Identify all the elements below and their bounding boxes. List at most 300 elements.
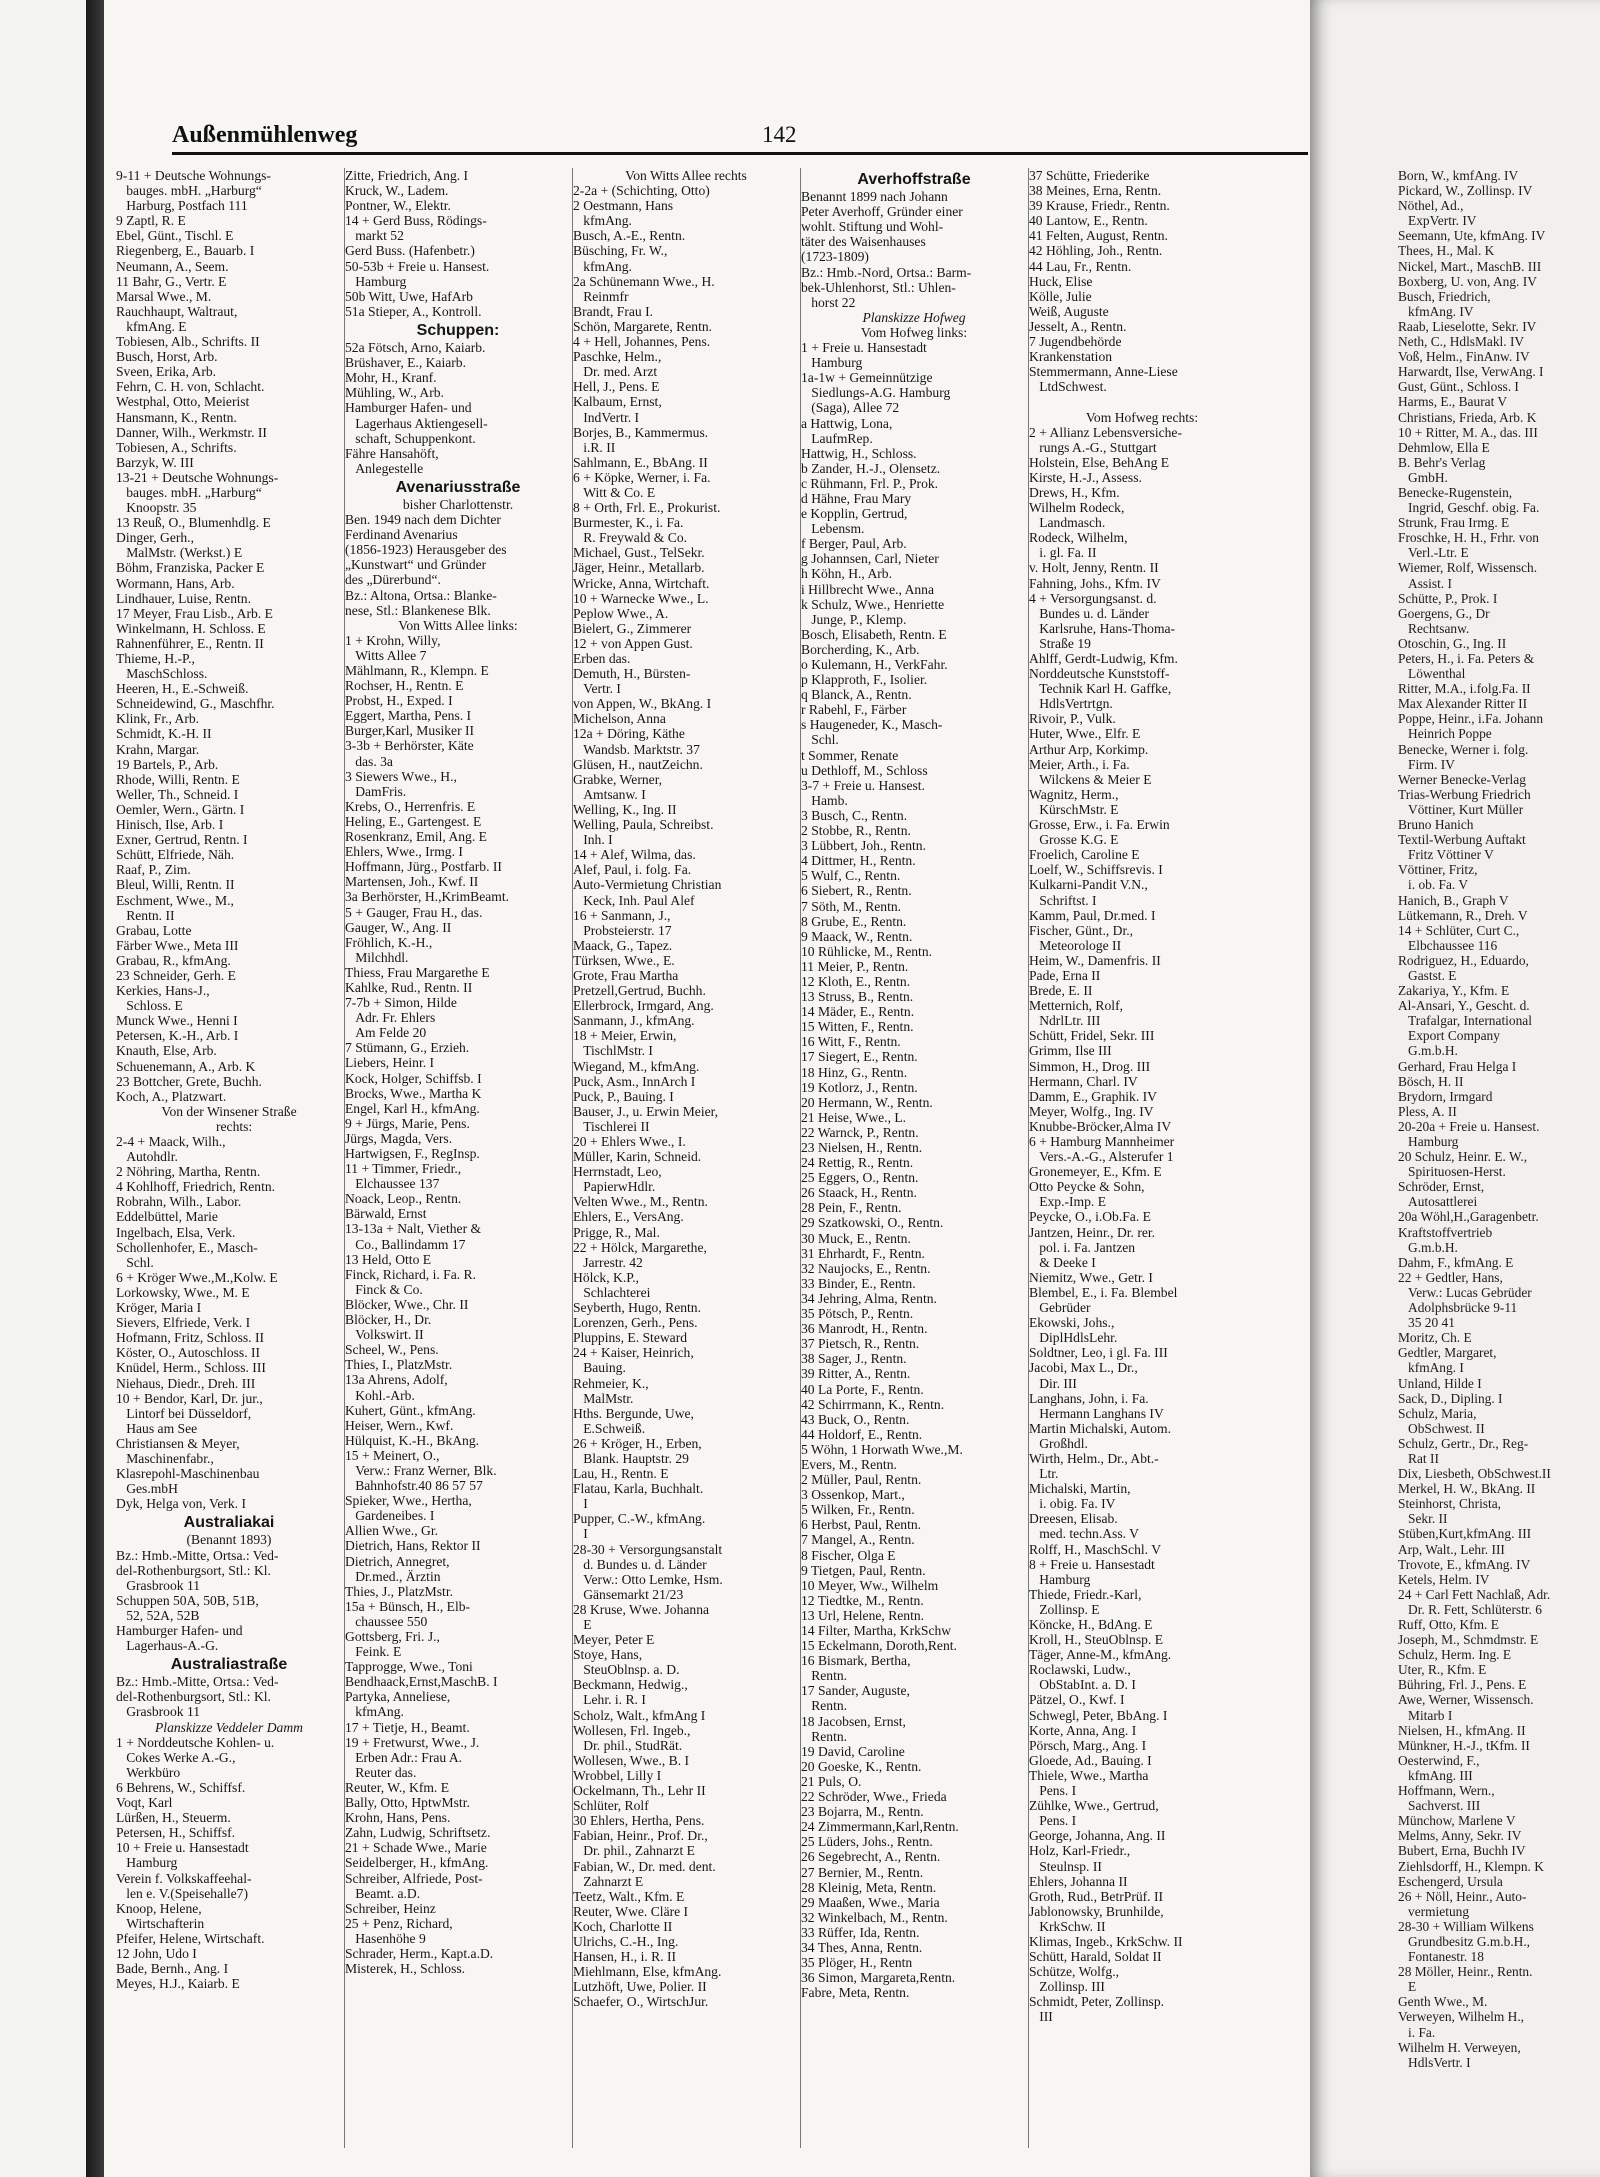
directory-entry: Bally, Otto, HptwMstr.	[345, 1795, 470, 1811]
directory-entry: 35 20 41	[1398, 1315, 1455, 1331]
directory-entry: 12a + Döring, Käthe	[573, 726, 685, 742]
directory-entry: Ferdinand Avenarius	[345, 527, 458, 543]
directory-entry: Schreiber, Heinz	[345, 1900, 436, 1916]
directory-entry: Schulz, Herm. Ing. E	[1398, 1647, 1512, 1663]
directory-entry: Fehrn, C. H. von, Schlacht.	[116, 379, 265, 395]
directory-entry: 50-53b + Freie u. Hansest.	[345, 258, 490, 274]
directory-entry: Gebrüder	[1029, 1300, 1091, 1316]
directory-entry: Lürßen, H., Steuerm.	[116, 1810, 231, 1826]
directory-entry: Dyk, Helga von, Verk. I	[116, 1496, 246, 1512]
directory-entry: Schütt, Harald, Soldat II	[1029, 1949, 1162, 1965]
directory-entry: i. ob. Fa. V	[1398, 877, 1469, 893]
directory-entry: pol. i. Fa. Jantzen	[1029, 1239, 1136, 1255]
directory-entry: Mohr, H., Kranf.	[345, 370, 437, 386]
directory-entry: LtdSchwest.	[1029, 379, 1107, 395]
directory-entry: 17 Sander, Auguste,	[801, 1683, 910, 1699]
directory-entry: Hell, J., Pens. E	[573, 379, 660, 395]
directory-entry: 19 + Fretwurst, Wwe., J.	[345, 1734, 480, 1750]
directory-entry: 52a Fötsch, Arno, Kaiarb.	[345, 340, 486, 356]
directory-entry: bek-Uhlenhorst, Stl.: Uhlen-	[801, 279, 956, 295]
directory-entry: Korte, Anna, Ang. I	[1029, 1722, 1137, 1738]
directory-entry: bauges. mbH. „Harburg“	[116, 183, 262, 199]
directory-entry: 4 + Versorgungsanst. d.	[1029, 590, 1157, 606]
directory-entry: Pupper, C.-W., kfmAng.	[573, 1511, 706, 1527]
directory-entry: 27 Bernier, M., Rentn.	[801, 1864, 924, 1880]
directory-entry: Adolphsbrücke 9-11	[1398, 1300, 1518, 1316]
directory-entry: Voqt, Karl	[116, 1795, 173, 1811]
directory-entry: (Saga), Allee 72	[801, 400, 900, 416]
directory-entry: Grosse K.G. E	[1029, 832, 1119, 848]
directory-entry: TischlMstr. I	[573, 1043, 653, 1059]
directory-entry: Peplow Wwe., A.	[573, 605, 669, 621]
directory-entry: c Rühmann, Frl. P., Prok.	[801, 475, 939, 491]
directory-entry: Müller, Karin, Schneid.	[573, 1149, 702, 1165]
directory-entry: Hermann, Charl. IV	[1029, 1073, 1138, 1089]
directory-entry: Martensen, Joh., Kwf. II	[345, 874, 479, 890]
directory-entry: Zahn, Ludwig, Schriftsetz.	[345, 1825, 491, 1841]
directory-entry: B. Behr's Verlag	[1398, 454, 1486, 470]
directory-entry: Junge, P., Klemp.	[801, 611, 907, 627]
directory-entry: Dietrich, Annegret,	[345, 1553, 450, 1569]
directory-entry: Wollesen, Frl. Ingeb.,	[573, 1722, 691, 1738]
directory-entry: 2 Müller, Paul, Rentn.	[801, 1472, 922, 1488]
directory-entry: Köster, O., Autoschloss. II	[116, 1345, 261, 1361]
directory-entry: 32 Winkelbach, M., Rentn.	[801, 1909, 948, 1925]
directory-entry: 24 + Kaiser, Heinrich,	[573, 1345, 694, 1361]
directory-entry: Kalbaum, Ernst,	[573, 394, 662, 410]
directory-entry: 42 Schirrmann, K., Rentn.	[801, 1396, 945, 1412]
directory-entry: Pretzell,Gertrud, Buchh.	[573, 983, 706, 999]
directory-entry: Sekr. II	[1398, 1511, 1448, 1527]
directory-entry: Schröder, Ernst,	[1398, 1179, 1485, 1195]
directory-entry: Schuppen 50A, 50B, 51B,	[116, 1592, 259, 1608]
directory-entry: 26 + Nöll, Heinr., Auto-	[1398, 1888, 1527, 1904]
directory-entry: Jacobi, Max L., Dr.,	[1029, 1360, 1138, 1376]
directory-entry: horst 22	[801, 294, 856, 310]
map-reference: Planskizze Hofweg	[862, 309, 966, 325]
directory-entry: Lütkemann, R., Dreh. V	[1398, 907, 1528, 923]
directory-entry: Klasrepohl-Maschinenbau	[116, 1466, 260, 1482]
directory-entry: Ockelmann, Th., Lehr II	[573, 1783, 706, 1799]
directory-entry	[1029, 394, 1255, 409]
directory-entry: Jablonowsky, Brunhilde,	[1029, 1903, 1164, 1919]
directory-entry: Rentn.	[801, 1668, 848, 1684]
directory-entry: Meyes, H.J., Kaiarb. E	[116, 1976, 240, 1992]
directory-entry: Büsching, Fr. W.,	[573, 243, 668, 259]
directory-entry: 3 Ossenkop, Mart.,	[801, 1487, 905, 1503]
directory-entry: Ritter, M.A., i.folg.Fa. II	[1398, 681, 1531, 697]
directory-entry: Schwegl, Peter, BbAng. I	[1029, 1707, 1168, 1723]
book-gutter-shadow	[86, 0, 104, 2177]
directory-entry: Fabian, Heinr., Prof. Dr.,	[573, 1828, 708, 1844]
directory-entry: 12 + von Appen Gust.	[573, 635, 693, 651]
directory-entry: 19 Bartels, P., Arb.	[116, 756, 219, 772]
directory-entry: Busch, Horst, Arb.	[116, 349, 218, 365]
directory-entry: Lau, H., Rentn. E	[573, 1466, 669, 1482]
directory-entry: des „Dürerbund“.	[345, 572, 441, 588]
directory-entry: 39 Ritter, A., Rentn.	[801, 1366, 911, 1382]
directory-entry: & Deeke I	[1029, 1254, 1096, 1270]
directory-entry: 39 Krause, Friedr., Rentn.	[1029, 198, 1170, 214]
directory-entry: 2a Schünemann Wwe., H.	[573, 273, 715, 289]
directory-entry: Kamm, Paul, Dr.med. I	[1029, 907, 1156, 923]
directory-entry: 35 Plöger, H., Rentn	[801, 1955, 913, 1971]
street-heading: Australiastraße	[170, 1656, 288, 1674]
directory-entry: Bz.: Altona, Ortsa.: Blanke-	[345, 587, 497, 603]
directory-entry: 10 + Warnecke Wwe., L.	[573, 590, 709, 606]
directory-entry: Heeren, H., E.-Schweiß.	[116, 681, 249, 697]
directory-entry: täter des Waisenhauses	[801, 234, 926, 250]
directory-entry: 1 + Freie u. Hansestadt	[801, 340, 927, 356]
directory-entry: 36 Manrodt, H., Rentn.	[801, 1321, 928, 1337]
directory-entry: 9 + Jürgs, Marie, Pens.	[345, 1115, 470, 1131]
directory-entry: Schmidt, Peter, Zollinsp.	[1029, 1994, 1165, 2010]
directory-entry: Arthur Arp, Korkimp.	[1029, 741, 1149, 757]
directory-entry: 14 Mäder, E., Rentn.	[801, 1004, 915, 1020]
directory-entry: Zollinsp. III	[1029, 1979, 1105, 1995]
directory-entry: Fontanestr. 18	[1398, 1949, 1484, 1965]
directory-entry: Grundbesitz G.m.b.H.,	[1398, 1933, 1531, 1949]
directory-entry: 16 Witt, F., Rentn.	[801, 1034, 901, 1050]
directory-entry: kfmAng.	[345, 1704, 404, 1720]
directory-entry: 12 Kloth, E., Rentn.	[801, 973, 911, 989]
directory-entry: 35 Pötsch, P., Rentn.	[801, 1306, 914, 1322]
directory-entry: 7 Mangel, A., Rentn.	[801, 1532, 915, 1548]
directory-entry: 21 + Schade Wwe., Marie	[345, 1840, 487, 1856]
directory-entry: Pless, A. II	[1398, 1103, 1457, 1119]
directory-entry: 20 + Ehlers Wwe., I.	[573, 1134, 686, 1149]
directory-entry: Böhm, Franziska, Packer E	[116, 560, 265, 576]
directory-entry: Heinrich Poppe	[1398, 726, 1492, 742]
directory-entry: 6 Siebert, R., Rentn.	[801, 883, 912, 899]
directory-entry: 10 Rühlicke, M., Rentn.	[801, 943, 933, 959]
directory-entry: Eschengerd, Ursula	[1398, 1873, 1503, 1889]
directory-entry: Welling, K., Ing. II	[573, 801, 677, 817]
directory-entry: Lebensm.	[801, 521, 865, 537]
directory-entry: Huck, Elise	[1029, 273, 1093, 289]
directory-column-1	[116, 168, 342, 2148]
directory-entry: Wirtschafterin	[116, 1915, 205, 1931]
directory-entry: 9 Tietgen, Paul, Rentn.	[801, 1562, 926, 1578]
directory-entry: Reinmfr	[573, 288, 629, 304]
directory-column-3	[572, 168, 799, 2148]
directory-entry: Busch, Friedrich,	[1398, 288, 1491, 304]
directory-entry: Zühlke, Wwe., Gertrud,	[1029, 1798, 1159, 1814]
directory-entry: Rhode, Willi, Rentn. E	[116, 771, 240, 787]
directory-entry: 1 + Krohn, Willy,	[345, 632, 441, 648]
directory-entry: Eggert, Martha, Pens. I	[345, 708, 472, 724]
directory-entry: Neumann, A., Seem.	[116, 258, 229, 274]
directory-entry: a Hattwig, Lona,	[801, 415, 893, 431]
directory-entry: Damm, E., Graphik. IV	[1029, 1088, 1157, 1104]
directory-entry: 44 Holdorf, E., Rentn.	[801, 1426, 923, 1442]
directory-entry: Peter Averhoff, Gründer einer	[801, 204, 963, 220]
directory-entry: Rodeck, Wilhelm,	[1029, 530, 1128, 546]
directory-entry: vermietung	[1398, 1903, 1470, 1919]
directory-entry: Schuenemann, A., Arb. K	[116, 1058, 256, 1074]
directory-entry: Michelson, Anna	[573, 711, 666, 727]
directory-entry: Beckmann, Hedwig.,	[573, 1677, 688, 1693]
street-heading: Avenariusstraße	[395, 478, 521, 496]
directory-entry: Schriftst. I	[1029, 892, 1097, 908]
directory-entry: Wricke, Anna, Wirtchaft.	[573, 575, 710, 591]
directory-entry: 4 Kohlhoff, Friedrich, Rentn.	[116, 1179, 276, 1195]
directory-entry: Fabre, Meta, Rentn.	[801, 1985, 910, 2001]
directory-entry: Brüshaver, E., Kaiarb.	[345, 355, 467, 371]
directory-entry: Hamburg	[116, 1855, 178, 1871]
directory-entry: Scheel, W., Pens.	[345, 1342, 439, 1358]
directory-entry: G.m.b.H.	[1398, 1239, 1458, 1255]
section-label: Vom Hofweg rechts:	[1085, 409, 1199, 425]
directory-entry: Dr. R. Fett, Schlüterstr. 6	[1398, 1601, 1542, 1617]
directory-entry: Bz.: Hmb.-Mitte, Ortsa.: Ved-	[116, 1674, 279, 1690]
directory-entry: nese, Stl.: Blankenese Blk.	[345, 602, 491, 618]
directory-entry: Christiansen & Meyer,	[116, 1435, 240, 1451]
directory-entry: Haus am See	[116, 1420, 198, 1436]
directory-entry: George, Johanna, Ang. II	[1029, 1828, 1166, 1844]
directory-entry: Burger,Karl, Musiker II	[345, 723, 475, 739]
directory-entry: Blank. Hauptstr. 29	[573, 1450, 689, 1466]
directory-entry: Beamt. a.D.	[345, 1885, 421, 1901]
directory-entry: Blöcker, Wwe., Chr. II	[345, 1296, 469, 1312]
directory-entry: 6 + Kröger Wwe.,M.,Kolw. E	[116, 1269, 278, 1285]
directory-entry: 16 Bismark, Bertha,	[801, 1653, 911, 1669]
directory-entry: Cokes Werke A.-G.,	[116, 1749, 236, 1765]
directory-entry: Schreiber, Alfriede, Post-	[345, 1870, 483, 1886]
directory-entry: Liebers, Heinr. I	[345, 1055, 435, 1071]
directory-entry: Moritz, Ch. E	[1398, 1330, 1472, 1346]
directory-entry: Lorkowsky, Wwe., M. E	[116, 1284, 250, 1300]
directory-entry: 41 Felten, August, Rentn.	[1029, 228, 1168, 244]
street-heading: Averhoffstraße	[857, 171, 971, 188]
directory-entry: Tobiesen, A., Schrifts.	[116, 439, 237, 455]
directory-entry: Michalski, Martin,	[1029, 1481, 1131, 1497]
directory-entry: 13 Url, Helene, Rentn.	[801, 1607, 925, 1623]
directory-entry: 20 Goeske, K., Rentn.	[801, 1758, 922, 1774]
directory-entry: Schön, Margarete, Rentn.	[573, 318, 713, 334]
directory-entry: Schütte, P., Prok. I	[1398, 590, 1498, 606]
directory-entry: Karlsruhe, Hans-Thoma-	[1029, 620, 1176, 636]
section-label: Vom Hofweg links:	[860, 324, 968, 340]
section-label: bisher Charlottenstr.	[402, 496, 514, 512]
directory-entry: Münchow, Marlene V	[1398, 1813, 1516, 1829]
directory-entry: 12 John, Udo I	[116, 1945, 197, 1961]
directory-entry: Hölck, K.P.,	[573, 1269, 640, 1285]
directory-entry: Dr. phil., Zahnarzt E	[573, 1843, 695, 1859]
directory-entry: 1a-1w + Gemeinnützige	[801, 370, 933, 386]
directory-entry: Bosch, Elisabeth, Rentn. E	[801, 626, 947, 642]
directory-entry: 31 Ehrhardt, F., Rentn.	[801, 1245, 925, 1261]
directory-entry: 40 La Porte, F., Rentn.	[801, 1381, 924, 1397]
directory-entry: 23 Nielsen, H., Rentn.	[801, 1140, 923, 1155]
directory-entry: Verein f. Volkskaffeehal-	[116, 1870, 252, 1886]
directory-entry: Bösch, H. II	[1398, 1073, 1464, 1089]
directory-entry: Probsteierstr. 17	[573, 922, 672, 938]
directory-entry: Peters, H., i. Fa. Peters &	[1398, 651, 1535, 666]
directory-entry: Bahnhofstr.40 86 57 57	[345, 1478, 483, 1494]
directory-entry: Alef, Paul, i. folg. Fa.	[573, 862, 692, 878]
directory-entry: Mitarb I	[1398, 1707, 1453, 1723]
directory-entry: Spieker, Wwe., Hertha,	[345, 1493, 472, 1509]
directory-entry: Wiemer, Rolf, Wissensch.	[1398, 560, 1538, 576]
directory-entry: Vertr. I	[573, 681, 621, 697]
directory-entry: Wilckens & Meier E	[1029, 771, 1152, 787]
directory-entry: Münkner, H.-J., tKfm. II	[1398, 1737, 1530, 1753]
directory-entry: del-Rothenburgsort, Stl.: Kl.	[116, 1562, 271, 1578]
map-reference: Planskizze Veddeler Damm	[155, 1719, 303, 1735]
directory-entry: E	[1398, 1979, 1417, 1995]
directory-entry: schaft, Schuppenkont.	[345, 430, 476, 446]
directory-entry: Lehr. i. R. I	[573, 1692, 646, 1708]
directory-entry: Danner, Wilh., Werkmstr. II	[116, 424, 267, 440]
directory-entry: Nielsen, H., kfmAng. II	[1398, 1722, 1526, 1738]
directory-entry: Grabau, R., kfmAng.	[116, 952, 231, 968]
directory-entry: Bühring, Frl. J., Pens. E	[1398, 1677, 1527, 1693]
directory-entry: Krebs, O., Herrenfris. E	[345, 798, 476, 814]
directory-entry: Bauser, J., u. Erwin Meier,	[573, 1103, 719, 1119]
directory-entry: DiplHdlsLehr.	[1029, 1330, 1118, 1346]
directory-entry: Gardeneibes. I	[345, 1508, 435, 1524]
directory-entry: Bade, Bernh., Ang. I	[116, 1961, 229, 1977]
directory-entry: 18 Jacobsen, Ernst,	[801, 1713, 906, 1729]
directory-entry: Fahning, Johs., Kfm. IV	[1029, 575, 1161, 591]
directory-entry: 25 Lüders, Johs., Rentn.	[801, 1834, 933, 1850]
directory-entry: 38 Sager, J., Rentn.	[801, 1351, 907, 1367]
directory-entry: Grimm, Ilse III	[1029, 1043, 1112, 1059]
directory-entry: Witts Allee 7	[345, 647, 427, 663]
directory-entry: i. obig. Fa. IV	[1029, 1496, 1116, 1512]
directory-entry: Glüsen, H., nautZeichn.	[573, 756, 703, 772]
directory-entry: Klink, Fr., Arb.	[116, 711, 200, 727]
directory-entry: Grasbrook 11	[116, 1704, 201, 1720]
directory-entry: 13 Held, Otto E	[345, 1251, 432, 1267]
directory-entry: Wollesen, Wwe., B. I	[573, 1752, 690, 1768]
directory-entry: Al-Ansari, Y., Gescht. d.	[1398, 998, 1530, 1014]
directory-entry: Türksen, Wwe., E.	[573, 952, 675, 968]
directory-entry: 3 Busch, C., Rentn.	[801, 807, 908, 823]
directory-entry: Herrnstadt, Leo,	[573, 1164, 662, 1180]
directory-entry: Köncke, H., BdAng. E	[1029, 1617, 1153, 1632]
directory-entry: Heling, E., Gartengest. E	[345, 813, 482, 829]
directory-entry: Verl.-Ltr. E	[1398, 545, 1469, 561]
directory-entry: Stüben,Kurt,kfmAng. III	[1398, 1526, 1532, 1542]
directory-entry: Trafalgar, International	[1398, 1013, 1532, 1029]
directory-entry: 24 Rettig, R., Rentn.	[801, 1155, 914, 1171]
directory-entry: 28 Pein, F., Rentn.	[801, 1200, 902, 1216]
directory-entry: Petersen, H., Schiffsf.	[116, 1825, 236, 1841]
directory-entry: 29 Szatkowski, O., Rentn.	[801, 1215, 944, 1231]
directory-entry: Engel, Karl H., kfmAng.	[345, 1100, 480, 1116]
directory-entry: Bubert, Erna, Buchh IV	[1398, 1843, 1526, 1859]
directory-entry: GmbH.	[1398, 469, 1448, 485]
directory-entry: Sack, D., Dipling. I	[1398, 1390, 1503, 1406]
directory-entry: 28 Möller, Heinr., Rentn.	[1398, 1964, 1533, 1980]
directory-entry: Prigge, R., Mal.	[573, 1224, 660, 1240]
directory-entry: bauges. mbH. „Harburg“	[116, 484, 262, 500]
directory-entry: Elchaussee 137	[345, 1176, 440, 1192]
directory-entry: Bauing.	[573, 1360, 626, 1376]
directory-entry: Benecke, Werner i. folg.	[1398, 741, 1529, 757]
directory-entry: Otoschin, G., Ing. II	[1398, 635, 1507, 651]
directory-entry: Meyer, Wolfg., Ing. IV	[1029, 1103, 1154, 1119]
directory-entry: Loelf, W., Schiffsrevis. I	[1029, 862, 1163, 878]
directory-entry: Jarrestr. 42	[573, 1254, 643, 1270]
directory-entry: Hamburg	[801, 355, 863, 371]
directory-entry: 40 Lantow, E., Rentn.	[1029, 213, 1148, 229]
directory-entry: Schulz, Gertr., Dr., Reg-	[1398, 1435, 1529, 1451]
directory-entry: Ltr.	[1029, 1466, 1059, 1482]
directory-entry: Demuth, H., Bürsten-	[573, 666, 691, 682]
directory-entry: Robrahn, Wilh., Labor.	[116, 1194, 242, 1210]
directory-entry: 38 Meines, Erna, Rentn.	[1029, 183, 1162, 199]
directory-entry: 26 Staack, H., Rentn.	[801, 1185, 917, 1201]
directory-entry: Grasbrook 11	[116, 1577, 201, 1593]
directory-entry: 29 Maaßen, Wwe., Maria	[801, 1894, 940, 1910]
directory-entry: 28 Kleinig, Meta, Rentn.	[801, 1879, 937, 1895]
directory-entry: Meyer, Peter E	[573, 1632, 655, 1648]
directory-entry: HdlsVertrtgn.	[1029, 696, 1113, 712]
directory-entry: Spirituosen-Herst.	[1398, 1164, 1506, 1180]
directory-entry: Exp.-Imp. E	[1029, 1194, 1107, 1210]
directory-entry: Ekowski, Johs.,	[1029, 1315, 1115, 1331]
directory-entry: Hanich, B., Graph V	[1398, 892, 1509, 908]
left-page-edge	[0, 0, 86, 2177]
directory-entry: 28-30 + Versorgungsanstalt	[573, 1541, 723, 1557]
directory-entry: Nöthel, Ad.,	[1398, 198, 1464, 214]
directory-entry: Pens. I	[1029, 1783, 1077, 1799]
directory-entry: I	[573, 1496, 588, 1512]
directory-entry: 20 Schulz, Heinr. E. W.,	[1398, 1149, 1528, 1165]
directory-entry: Lagerhaus Aktiengesell-	[345, 415, 488, 431]
directory-entry: Genth Wwe., M.	[1398, 1994, 1488, 2010]
directory-entry: i Hillbrecht Wwe., Anna	[801, 581, 935, 597]
directory-entry: Puck, P., Bauing. I	[573, 1088, 674, 1104]
directory-entry: Wormann, Hans, Arb.	[116, 575, 235, 591]
directory-entry: 30 Ehlers, Hertha, Pens.	[573, 1813, 705, 1829]
directory-entry: Vers.-A.-G., Alsterufer 1	[1029, 1149, 1174, 1165]
directory-entry: 19 Kotlorz, J., Rentn.	[801, 1079, 918, 1095]
directory-entry: Gauger, W., Ang. II	[345, 919, 452, 935]
directory-entry: 3 Lübbert, Joh., Rentn.	[801, 838, 926, 854]
directory-entry: MalMstr. (Werkst.) E	[116, 545, 243, 561]
directory-entry: 15 Eckelmann, Doroth,Rent.	[801, 1638, 957, 1654]
directory-entry: Schaefer, O., WirtschJur.	[573, 1994, 709, 2010]
directory-entry: I	[573, 1526, 588, 1542]
directory-entry: 44 Lau, Fr., Rentn.	[1029, 258, 1132, 274]
directory-entry: Fritz Vöttiner V	[1398, 847, 1494, 863]
directory-entry: Pens. I	[1029, 1813, 1077, 1829]
directory-entry: Brandt, Frau I.	[573, 303, 654, 319]
directory-entry: 26 Segebrecht, A., Rentn.	[801, 1849, 941, 1865]
directory-entry: Blöcker, H., Dr.	[345, 1312, 432, 1328]
directory-entry: Co., Ballindamm 17	[345, 1236, 466, 1252]
directory-entry: 28-30 + William Wilkens	[1398, 1918, 1534, 1934]
directory-entry: Born, W., kmfAng. IV	[1398, 168, 1519, 183]
directory-entry: Flatau, Karla, Buchhalt.	[573, 1481, 704, 1497]
directory-entry: Merkel, H. W., BkAng. II	[1398, 1481, 1536, 1497]
directory-entry: Bundes u. d. Länder	[1029, 605, 1150, 621]
directory-entry: Stoye, Hans,	[573, 1647, 643, 1663]
directory-entry: Löwenthal	[1398, 666, 1466, 682]
directory-entry: 4 Dittmer, H., Rentn.	[801, 853, 916, 869]
directory-entry: MalMstr.	[573, 1390, 634, 1406]
directory-entry: Maack, G., Tapez.	[573, 937, 673, 953]
directory-entry: del-Rothenburgsort, Stl.: Kl.	[116, 1689, 271, 1705]
directory-entry: Knubbe-Bröcker,Alma IV	[1029, 1118, 1172, 1134]
directory-entry: Mählmann, R., Klempn. E	[345, 663, 489, 678]
directory-entry: „Kunstwart“ und Gründer	[345, 557, 487, 573]
directory-entry: Vöttiner, Fritz,	[1398, 862, 1478, 878]
